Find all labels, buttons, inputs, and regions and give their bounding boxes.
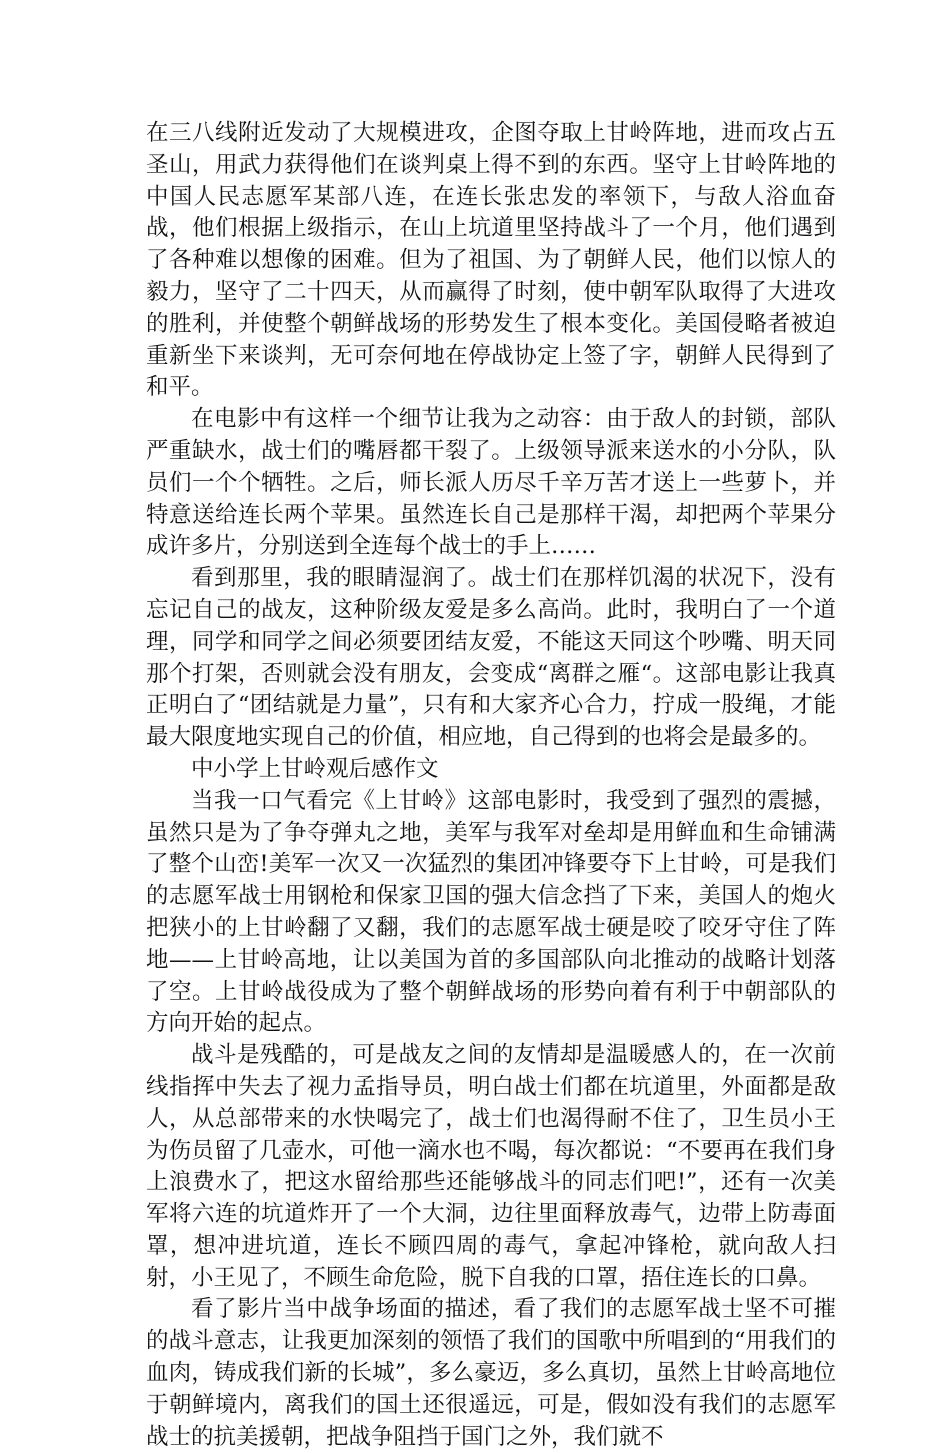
document-body: [146, 118, 836, 1453]
paragraph-2: 在电影中有这样一个细节让我为之动容：由于敌人的封锁，部队严重缺水，战士们的嘴唇都干裂了。上级领导派来送水的小分队，队员们一个个牺牲。之后，师长派人历尽千辛万苦才送上一些萝卜，并特意送给连长两个苹果。虽然连长自己是那样干渴，却把两个苹果分成许多片，分别送到全连每个战士的手上……: [146, 406, 836, 560]
paragraph-4: 当我一口气看完《上甘岭》这部电影时，我受到了强烈的震撼，虽然只是为了争夺弹丸之地，美军与我军对垒却是用鲜血和生命铺满了整个山峦!美军一次又一次猛烈的集团冲锋要夺下上甘岭，可是我们的志愿军战士用钢枪和保家卫国的强大信念挡了下来，美国人的炮火把狭小的上甘岭翻了又翻，我们的志愿军战士硬是咬了咬牙守住了阵地——上甘岭高地，让以美国为首的多国部队向北推动的战略计划落了空。上甘岭战役成为了整个朝鲜战场的形势向着有利于中朝部队的方向开始的起点。: [146, 787, 836, 1037]
paragraph-3: 看到那里，我的眼睛湿润了。战士们在那样饥渴的状况下，没有忘记自己的战友，这种阶级友爱是多么高尚。此时，我明白了一个道理，同学和同学之间必须要团结友爱，不能这天同这个吵嘴、明天同那个打架，否则就会没有朋友，会变成“离群之雁“。这部电影让我真正明白了“团结就是力量”，只有和大家齐心合力，拧成一股绳，才能最大限度地实现自己的价值，相应地，自己得到的也将会是最多的。: [146, 565, 836, 751]
section-heading: 中小学上甘岭观后感作文: [191, 755, 439, 782]
paragraph-6: 看了影片当中战争场面的描述，看了我们的志愿军战士坚不可摧的战斗意志，让我更加深刻的领悟了我们的国歌中所唱到的“用我们的血肉，铸成我们新的长城”，多么豪迈，多么真切，虽然上甘岭高地位于朝鲜境内，离我们的国土还很遥远，可是，假如没有我们的志愿军战士的抗美援朝，把战争阻挡于国门之外，我们就不: [146, 1296, 836, 1450]
paragraph-1: 在三八线附近发动了大规模进攻，企图夺取上甘岭阵地，进而攻占五圣山，用武力获得他们在谈判桌上得不到的东西。坚守上甘岭阵地的中国人民志愿军某部八连，在连长张忠发的率领下，与敌人浴血奋战，他们根据上级指示，在山上坑道里坚持战斗了一个月，他们遇到了各种难以想像的困难。但为了祖国、为了朝鲜人民，他们以惊人的毅力，坚守了二十四天，从而赢得了时刻，使中朝军队取得了大进攻的胜利，并使整个朝鲜战场的形势发生了根本变化。美国侵略者被迫重新坐下来谈判，无可奈何地在停战协定上签了字，朝鲜人民得到了和平。: [146, 120, 836, 401]
paragraph-5: 战斗是残酷的，可是战友之间的友情却是温暖感人的，在一次前线指挥中失去了视力孟指导员，明白战士们都在坑道里，外面都是敌人，从总部带来的水快喝完了，战士们也渴得耐不住了，卫生员小王为伤员留了几壶水，可他一滴水也不喝，每次都说：“不要再在我们身上浪费水了，把这水留给那些还能够战斗的同志们吧!”，还有一次美军将六连的坑道炸开了一个大洞，边往里面释放毒气，边带上防毒面罩，想冲进坑道，连长不顾四周的毒气，拿起冲锋枪，就向敌人扫射，小王见了，不顾生命危险，脱下自我的口罩，捂住连长的口鼻。: [146, 1042, 836, 1291]
